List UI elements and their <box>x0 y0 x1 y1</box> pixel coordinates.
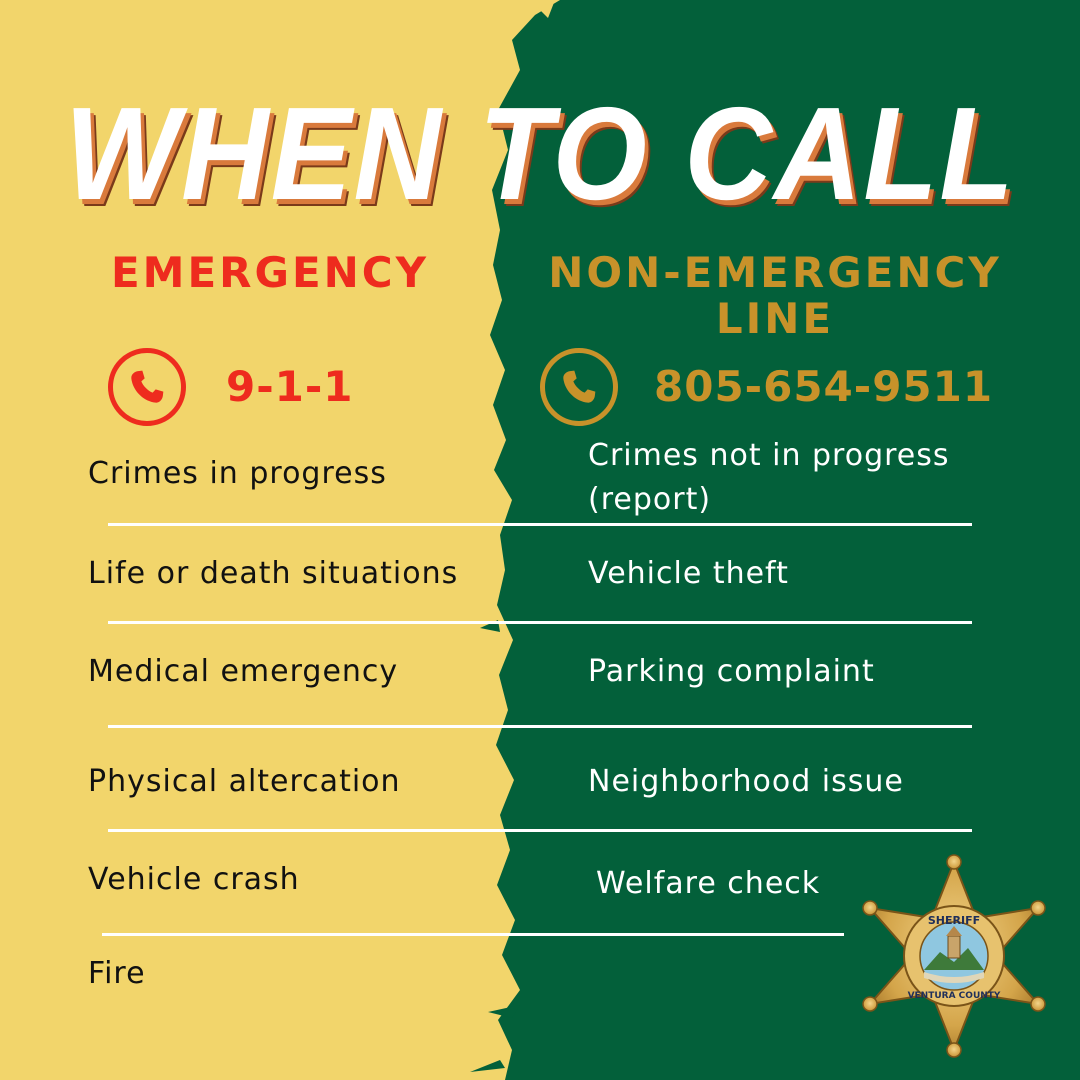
non-emergency-item: Neighborhood issue <box>588 764 904 799</box>
divider <box>108 621 972 624</box>
svg-text:SHERIFF: SHERIFF <box>927 914 981 927</box>
phone-icon <box>540 348 618 426</box>
non-emergency-item: (report) <box>588 482 712 517</box>
non-emergency-item: Vehicle theft <box>588 556 789 591</box>
divider <box>102 933 844 936</box>
non-emergency-heading-line2: LINE <box>715 294 835 343</box>
non-emergency-number[interactable]: 805-654-9511 <box>654 362 994 411</box>
sheriff-star-badge-icon <box>862 852 1046 1060</box>
emergency-item: Crimes in progress <box>88 456 387 491</box>
phone-icon <box>108 348 186 426</box>
emergency-item: Fire <box>88 956 146 991</box>
non-emergency-heading <box>520 250 1030 342</box>
emergency-number[interactable]: 9-1-1 <box>226 362 354 411</box>
non-emergency-heading-line1: NON-EMERGENCY <box>548 248 1002 297</box>
divider <box>108 523 972 526</box>
non-emergency-item: Crimes not in progress <box>588 438 950 473</box>
divider <box>108 829 972 832</box>
emergency-item: Medical emergency <box>88 654 399 689</box>
non-emergency-item: Welfare check <box>596 866 821 901</box>
non-emergency-item: Parking complaint <box>588 654 875 689</box>
divider <box>108 725 972 728</box>
emergency-item: Vehicle crash <box>88 862 300 897</box>
emergency-item: Life or death situations <box>88 556 459 591</box>
emergency-item: Physical altercation <box>88 764 401 799</box>
emergency-heading: EMERGENCY <box>110 248 430 297</box>
svg-text:VENTURA COUNTY: VENTURA COUNTY <box>907 991 1001 1001</box>
page-title: WHEN TO CALL <box>64 80 1016 227</box>
